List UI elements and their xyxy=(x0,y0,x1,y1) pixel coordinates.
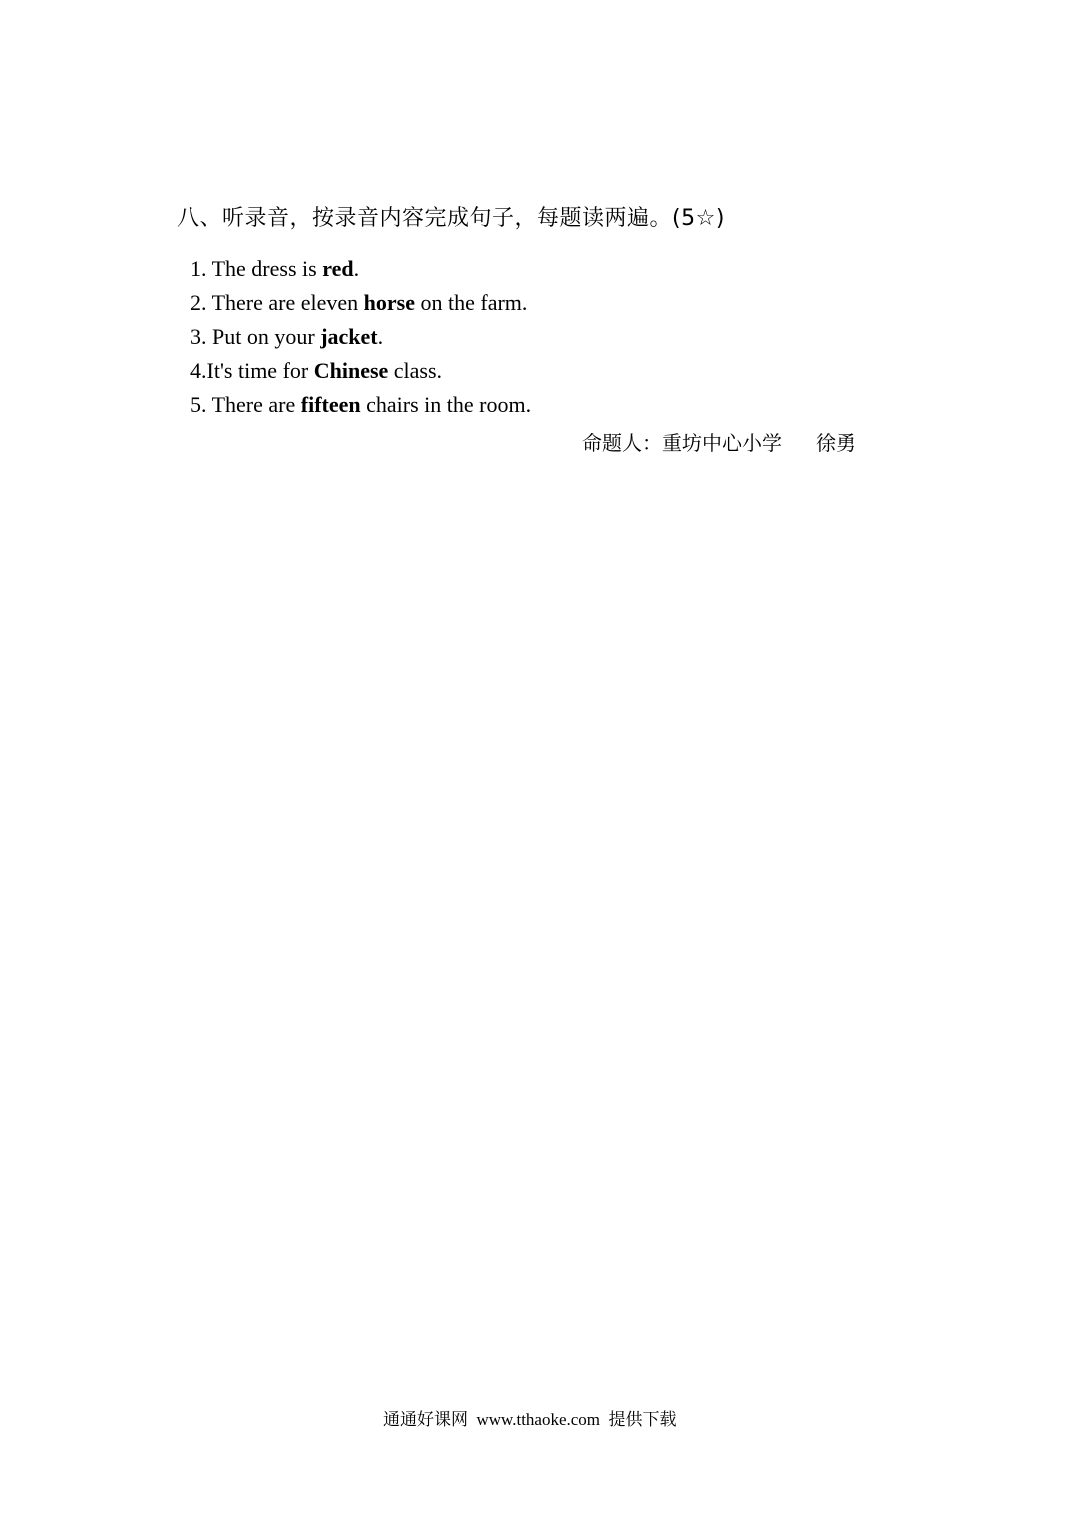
answer-word: Chinese xyxy=(313,358,389,383)
sentence-item xyxy=(190,252,531,286)
sentence-text: on the farm. xyxy=(415,290,528,315)
sentence-text: 2. There are eleven xyxy=(190,290,364,315)
answer-word: red xyxy=(322,256,354,281)
sentence-text: . xyxy=(377,324,384,349)
sentence-text: 3. Put on your xyxy=(190,324,321,349)
author-label: 命题人：重坊中心小学 xyxy=(582,431,782,455)
sentence-item xyxy=(190,354,531,388)
sentence-item xyxy=(190,286,531,320)
footer-url: www.tthaoke.com xyxy=(476,1410,601,1429)
footer-tail: 提供下载 xyxy=(608,1410,677,1430)
answer-word: horse xyxy=(363,290,415,315)
answer-word: fifteen xyxy=(300,392,361,417)
sentence-list xyxy=(190,252,531,422)
footer-site-name: 通通好课网 xyxy=(383,1410,468,1430)
sentence-text: 1. The dress is xyxy=(190,256,323,281)
sentence-text: chairs in the room. xyxy=(360,392,532,417)
section-heading xyxy=(177,202,725,236)
sentence-text: . xyxy=(353,256,360,281)
section-title: 八、听录音，按录音内容完成句子，每题读两遍。(5 xyxy=(177,206,696,231)
sentence-text: class. xyxy=(388,358,443,383)
page-footer xyxy=(383,1405,677,1435)
sentence-item xyxy=(190,388,531,422)
answer-word: jacket xyxy=(320,324,378,349)
sentence-text: 4.It's time for xyxy=(190,358,314,383)
author-line xyxy=(582,427,856,459)
section-title-end: ) xyxy=(715,206,725,231)
author-name: 徐勇 xyxy=(816,431,856,455)
star-icon: ☆ xyxy=(695,206,716,231)
sentence-item xyxy=(190,320,531,354)
sentence-text: 5. There are xyxy=(190,392,301,417)
